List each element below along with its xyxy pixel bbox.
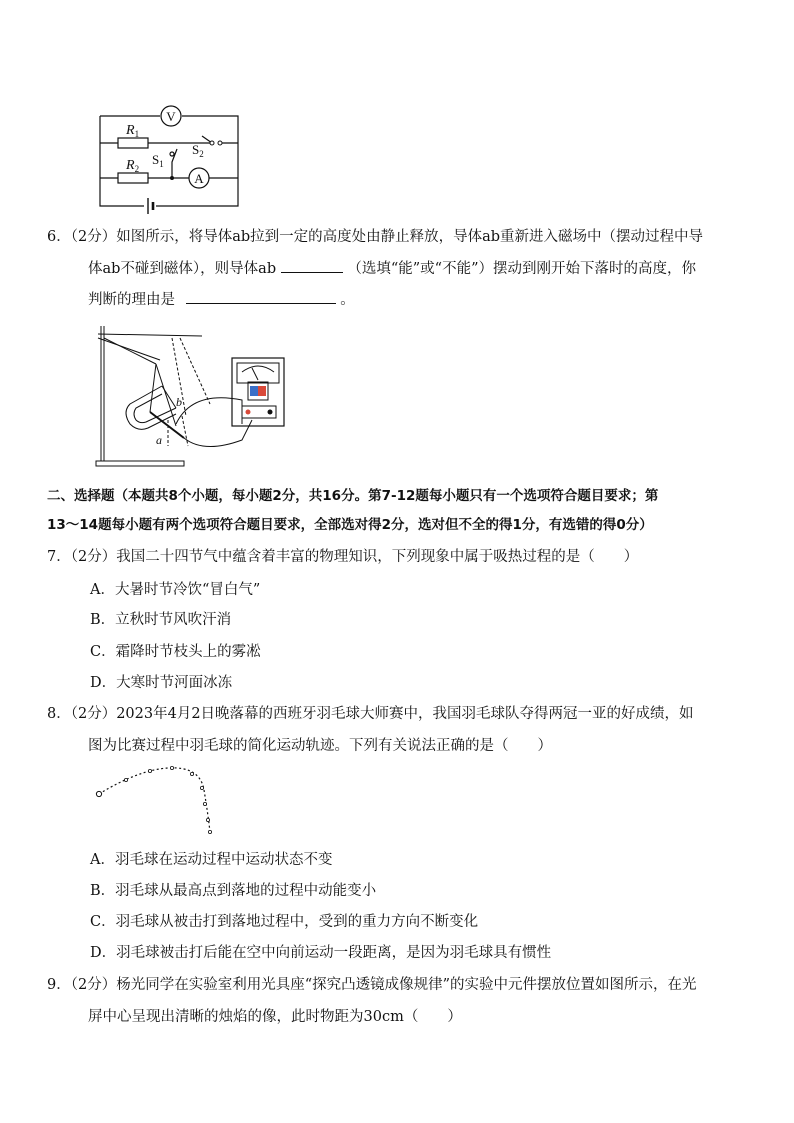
electromagnetic-induction-figure [92,320,292,470]
q6-answer-blank-2[interactable] [186,289,336,304]
q6-line2-end: （选填“能”或“不能”）摆动到刚开始下落时的高度，你 [347,261,696,277]
q7-option-b: B．立秋时节风吹汗消 [90,612,232,628]
q8-line1: 8．（2分）2023年4月2日晚落幕的西班牙羽毛球大师赛中，我国羽毛球队夺得两冠一亚的好成绩，如 [47,706,694,722]
ammeter-label: A [194,171,204,186]
q6-line1: 6．（2分）如图所示，将导体ab拉到一定的高度处由静止释放，导体ab重新进入磁场中（摆动过程中导 [47,229,704,245]
circuit-diagram [92,96,252,214]
section2-line1: 二、选择题（本题共8个小题，每小题2分，共16分。第7-12题每小题只有一个选项符合题目要求；第 [47,488,659,504]
section2-line2: 13～14题每小题有两个选项符合题目要求，全部选对得2分，选对但不全的得1分，有选错的得0分） [47,517,653,533]
q8-option-d: D．羽毛球被击打后能在空中向前运动一段距离，是因为羽毛球具有惯性 [90,945,552,961]
s2-label: $S_2$ [192,142,204,159]
r2-label: $R_2$ [126,158,140,174]
s1-label: $S_1$ [152,152,164,169]
q6-line3 [88,289,355,310]
shuttlecock-trajectory-figure [92,762,222,838]
q8-option-a: A．羽毛球在运动过程中运动状态不变 [90,852,333,868]
q7-option-c: C．霜降时节枝头上的雾凇 [90,644,261,660]
q9-line2: 屏中心呈现出清晰的烛焰的像，此时物距为30cm（ ） [88,1009,462,1025]
voltmeter-label: V [166,109,176,124]
q8-option-b: B．羽毛球从最高点到落地的过程中动能变小 [90,883,377,899]
q6-answer-blank-1[interactable] [281,258,343,273]
fig-label-a: a [156,433,162,447]
r1-label: $R_1$ [126,123,140,139]
q6-line2 [88,258,696,279]
fig-label-b: b [176,395,182,409]
q9-line1: 9．（2分）杨光同学在实验室利用光具座“探究凸透镜成像规律”的实验中元件摆放位置如图所示，在光 [47,977,697,993]
q8-line2: 图为比赛过程中羽毛球的简化运动轨迹。下列有关说法正确的是（ ） [88,738,552,754]
q7-option-a: A．大暑时节冷饮“冒白气” [90,582,261,598]
q7-stem: 7．（2分）我国二十四节气中蕴含着丰富的物理知识，下列现象中属于吸热过程的是（ ） [47,549,639,565]
q6-line3-start: 判断的理由是 [88,292,175,308]
q6-line3-end: 。 [340,292,355,308]
q8-option-c: C．羽毛球从被击打到落地过程中，受到的重力方向不断变化 [90,914,479,930]
q6-line2-start: 体ab不碰到磁体），则导体ab [88,261,277,277]
q7-option-d: D．大寒时节河面冰冻 [90,675,233,691]
